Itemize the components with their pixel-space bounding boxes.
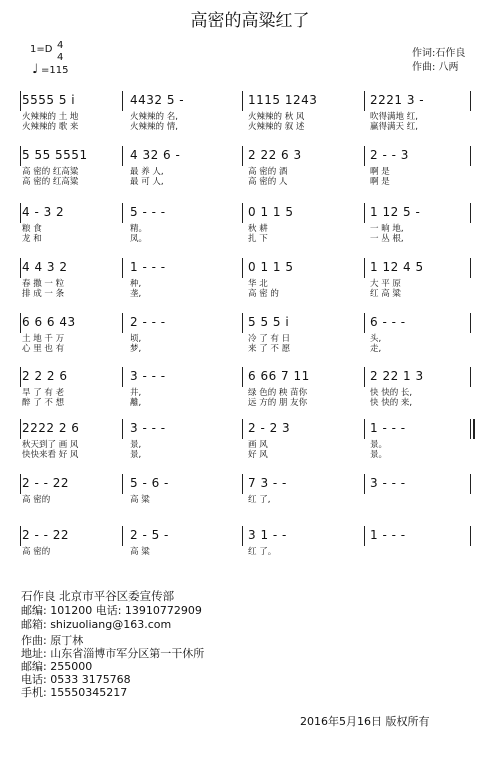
barline xyxy=(122,146,123,166)
lyric-verse1: 种, xyxy=(130,279,142,289)
note-measure: 2 2 2 6 xyxy=(22,369,68,383)
lyric-verse1: 高 粱 xyxy=(130,495,150,505)
barline xyxy=(470,146,471,166)
note-measure: 1 - - - xyxy=(130,260,166,274)
barline xyxy=(364,91,365,111)
barline xyxy=(364,313,365,333)
lyric-verse1: 高 密的 红高粱 xyxy=(22,167,79,177)
barline xyxy=(122,474,123,494)
barline xyxy=(364,367,365,387)
barline xyxy=(20,526,21,546)
barline xyxy=(470,419,471,439)
barline xyxy=(470,258,471,278)
lyric-verse1: 绿 色的 秧 苗你 xyxy=(248,388,308,398)
note-measure: 2 - - 3 xyxy=(370,148,409,162)
note-measure: 5 5 5 i xyxy=(248,315,290,329)
lyric-verse1: 精。 xyxy=(130,224,148,234)
contact-composer-line5: 手机: 15550345217 xyxy=(21,686,128,699)
lyric-verse2: 心 里 也 有 xyxy=(22,344,65,354)
contact-composer-line4: 电话: 0533 3175768 xyxy=(21,673,131,686)
lyric-verse1: 秋 耕 xyxy=(248,224,268,234)
note-measure: 2 - 2 3 xyxy=(248,421,291,435)
barline xyxy=(20,203,21,223)
lyric-verse1: 吹得满地 红, xyxy=(370,112,418,122)
lyric-verse1: 旱 了 有 老 xyxy=(22,388,65,398)
lyric-verse1: 景。 xyxy=(370,440,388,450)
contact-lyricist-line1: 石作良 北京市平谷区委宣传部 xyxy=(21,589,175,603)
lyric-verse2: 火辣辣的 叙 述 xyxy=(248,122,305,132)
note-measure: 1115 1243 xyxy=(248,93,318,107)
barline xyxy=(122,313,123,333)
barline xyxy=(364,419,365,439)
note-measure: 3 - - - xyxy=(130,421,166,435)
contact-composer-line3: 邮编: 255000 xyxy=(21,660,93,673)
lyric-verse1: 火辣辣的 土 地 xyxy=(22,112,79,122)
lyricist-credit: 作词:石作良 xyxy=(412,48,466,59)
note-measure: 2 22 6 3 xyxy=(248,148,302,162)
barline xyxy=(364,474,365,494)
time-signature-denominator: 4 xyxy=(57,52,64,63)
barline xyxy=(20,313,21,333)
note-measure: 2 - - - xyxy=(130,315,166,329)
lyric-verse2: 快 快的 来, xyxy=(370,398,413,408)
lyric-verse1: 春 撒 一 粒 xyxy=(22,279,65,289)
composer-credit: 作曲: 八两 xyxy=(412,62,459,73)
lyric-verse2: 景, xyxy=(130,450,142,460)
lyric-verse2: 垄, xyxy=(130,289,142,299)
note-measure: 4 - 3 2 xyxy=(22,205,65,219)
barline xyxy=(122,258,123,278)
barline xyxy=(364,258,365,278)
note-measure: 6 - - - xyxy=(370,315,406,329)
note-measure: 5 - - - xyxy=(130,205,166,219)
note-measure: 3 - - - xyxy=(370,476,406,490)
lyric-verse1: 粮 食 xyxy=(22,224,42,234)
barline xyxy=(470,203,471,223)
lyric-verse1: 红 了。 xyxy=(248,547,277,557)
barline xyxy=(122,91,123,111)
barline xyxy=(242,313,243,333)
lyric-verse2: 醉 了 不 想 xyxy=(22,398,65,408)
lyric-verse1: 画 风 xyxy=(248,440,268,450)
lyric-verse2: 来 了 不 愿 xyxy=(248,344,291,354)
lyric-verse2: 红 高 粱 xyxy=(370,289,401,299)
barline xyxy=(242,146,243,166)
barline xyxy=(364,526,365,546)
lyric-verse1: 高 密的 酒 xyxy=(248,167,288,177)
barline xyxy=(470,367,471,387)
lyric-verse1: 华 北 xyxy=(248,279,268,289)
note-measure: 2 22 1 3 xyxy=(370,369,424,383)
lyric-verse2: 火辣辣的 情, xyxy=(130,122,178,132)
lyric-verse2: 快快来看 好 风 xyxy=(22,450,79,460)
barline xyxy=(20,474,21,494)
lyric-verse2: 凤。 xyxy=(130,234,148,244)
lyric-verse1: 冷 了 有 日 xyxy=(248,334,291,344)
lyric-verse1: 土 地 千 万 xyxy=(22,334,65,344)
barline xyxy=(242,258,243,278)
lyric-verse2: 高 密 的 xyxy=(248,289,279,299)
lyric-verse1: 秋天到了 画 风 xyxy=(22,440,79,450)
barline xyxy=(122,203,123,223)
barline xyxy=(122,367,123,387)
lyric-verse1: 高 密的 xyxy=(22,547,51,557)
note-measure: 3 - - - xyxy=(130,369,166,383)
barline xyxy=(470,313,471,333)
contact-lyricist-line3: 邮箱: shizuoliang@163.com xyxy=(21,618,172,631)
note-measure: 7 3 - - xyxy=(248,476,287,490)
lyric-verse1: 火辣辣的 秋 风 xyxy=(248,112,305,122)
lyric-verse2: 最 可 人, xyxy=(130,177,164,187)
note-measure: 4 4 3 2 xyxy=(22,260,68,274)
barline xyxy=(242,91,243,111)
barline xyxy=(364,146,365,166)
lyric-verse2: 一 丛 根, xyxy=(370,234,404,244)
note-measure: 1 - - - xyxy=(370,421,406,435)
note-measure: 6 6 6 43 xyxy=(22,315,76,329)
lyric-verse1: 啊 是 xyxy=(370,167,390,177)
lyric-verse1: 高 粱 xyxy=(130,547,150,557)
note-measure: 2 - - 22 xyxy=(22,528,70,542)
contact-composer-line2: 地址: 山东省淄博市军分区第一干休所 xyxy=(21,647,205,660)
lyric-verse1: 景, xyxy=(130,440,142,450)
song-title: 高密的高粱红了 xyxy=(190,11,310,31)
barline xyxy=(242,367,243,387)
lyric-verse2: 高 密的 人 xyxy=(248,177,288,187)
note-measure: 5 - 6 - xyxy=(130,476,169,490)
barline xyxy=(470,474,471,494)
note-measure: 2221 3 - xyxy=(370,93,425,107)
barline xyxy=(20,367,21,387)
note-measure: 2 - - 22 xyxy=(22,476,70,490)
note-measure: 4432 5 - xyxy=(130,93,185,107)
lyric-verse1: 快 快的 长, xyxy=(370,388,413,398)
time-signature-numerator: 4 xyxy=(57,40,64,51)
barline xyxy=(122,419,123,439)
note-measure: 2 - 5 - xyxy=(130,528,169,542)
barline xyxy=(470,91,471,111)
barline xyxy=(20,146,21,166)
lyric-verse2: 啊 是 xyxy=(370,177,390,187)
barline xyxy=(470,526,471,546)
lyric-verse2: 梦, xyxy=(130,344,142,354)
note-measure: 0 1 1 5 xyxy=(248,260,294,274)
lyric-verse1: 火辣辣的 名, xyxy=(130,112,178,122)
contact-lyricist-line2: 邮编: 101200 电话: 13910772909 xyxy=(21,604,202,617)
lyric-verse1: 顷, xyxy=(130,334,142,344)
copyright-line: 2016年5月16日 版权所有 xyxy=(300,715,430,728)
barline xyxy=(242,526,243,546)
note-measure: 1 12 5 - xyxy=(370,205,421,219)
lyric-verse1: 红 了, xyxy=(248,495,271,505)
barline xyxy=(242,203,243,223)
barline xyxy=(20,419,21,439)
lyric-verse2: 好 风 xyxy=(248,450,268,460)
lyric-verse1: 头, xyxy=(370,334,382,344)
lyric-verse1: 井, xyxy=(130,388,142,398)
lyric-verse2: 龙 和 xyxy=(22,234,42,244)
barline xyxy=(242,419,243,439)
repeat-barline xyxy=(473,419,475,439)
contact-composer-line1: 作曲: 原丁林 xyxy=(21,634,84,647)
lyric-verse2: 高 密的 红高粱 xyxy=(22,177,79,187)
lyric-verse2: 離, xyxy=(130,398,142,408)
lyric-verse2: 远 方的 朋 友你 xyxy=(248,398,308,408)
note-measure: 5 55 5551 xyxy=(22,148,88,162)
note-measure: 1 12 4 5 xyxy=(370,260,424,274)
barline xyxy=(242,474,243,494)
quarter-note-icon: ♩ xyxy=(32,62,39,77)
lyric-verse2: 扎 下 xyxy=(248,234,268,244)
lyric-verse2: 排 成 一 条 xyxy=(22,289,65,299)
note-measure: 2222 2 6 xyxy=(22,421,80,435)
note-measure: 5555 5 i xyxy=(22,93,76,107)
lyric-verse1: 大 平 原 xyxy=(370,279,401,289)
note-measure: 3 1 - - xyxy=(248,528,287,542)
barline xyxy=(122,526,123,546)
note-measure: 1 - - - xyxy=(370,528,406,542)
note-measure: 4 32 6 - xyxy=(130,148,181,162)
lyric-verse2: 火辣辣的 歌 来 xyxy=(22,122,79,132)
note-measure: 0 1 1 5 xyxy=(248,205,294,219)
barline xyxy=(20,91,21,111)
lyric-verse2: 景。 xyxy=(370,450,388,460)
tempo-marking: =115 xyxy=(41,65,69,76)
lyric-verse1: 高 密的 xyxy=(22,495,51,505)
key-signature: 1=D xyxy=(30,44,53,55)
barline xyxy=(364,203,365,223)
lyric-verse2: 走, xyxy=(370,344,382,354)
lyric-verse1: 最 养 人, xyxy=(130,167,164,177)
note-measure: 6 66 7 11 xyxy=(248,369,310,383)
lyric-verse1: 一 晌 地, xyxy=(370,224,404,234)
barline xyxy=(20,258,21,278)
lyric-verse2: 赢得满天 红, xyxy=(370,122,418,132)
